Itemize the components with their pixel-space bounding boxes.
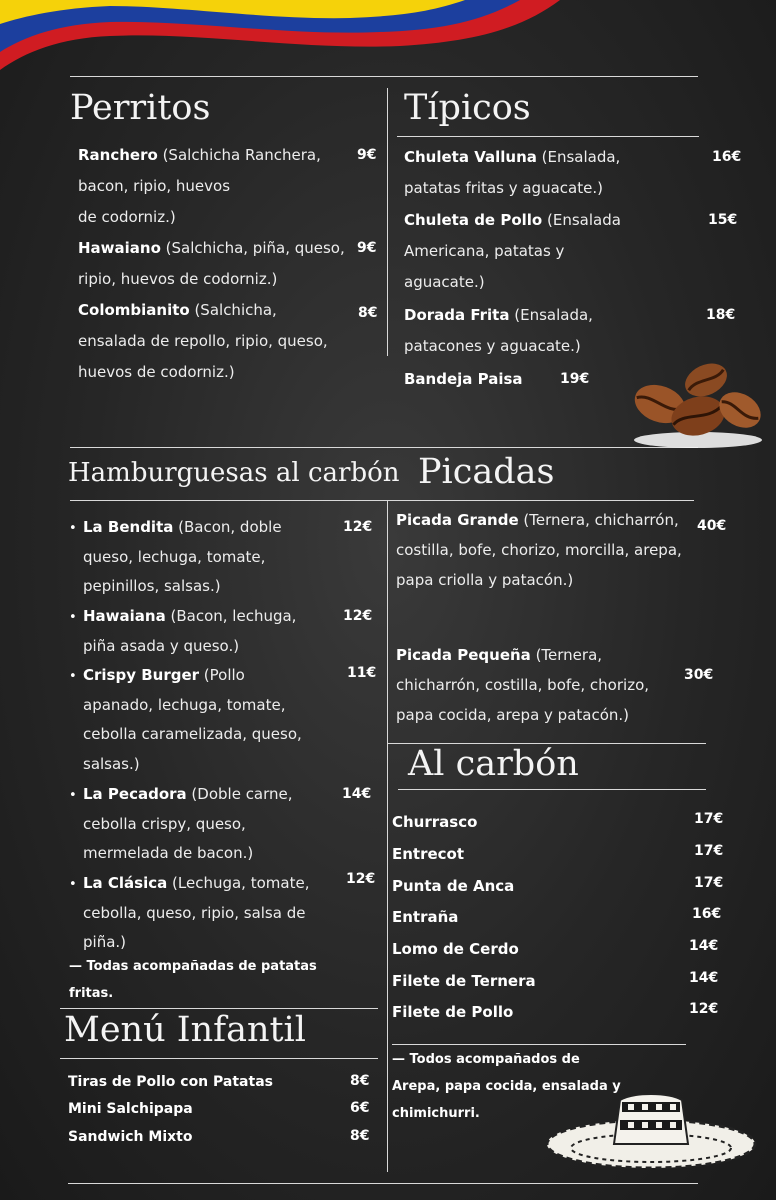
perritos-items-item-name: Hawaiano [78,239,161,257]
hamb-items-item-price: 14€ [342,786,372,802]
al-carbon-item-name: Entrecot [392,845,465,863]
section-title-hamburguesas: Hamburguesas al carbón [68,458,400,488]
picadas-items-item-desc: (Ternera, chicharrón, [518,511,679,529]
infantil-item-price: 6€ [350,1100,370,1116]
perritos-items-item-price: 9€ [357,147,377,163]
tipicos-items-item-line [404,142,620,173]
hamb-items-item-price: 12€ [346,871,376,887]
hamb-items-item-price: 12€ [343,519,373,535]
perritos-items-item-desc: de codorniz.) [78,208,176,226]
hamb-items-item-desc: apanado, lechuga, tomate, [83,695,286,714]
tipicos-items-item-desc: (Ensalada, [536,148,621,166]
middle-divider [70,447,698,448]
tipicos-items-item-name: Chuleta Valluna [404,148,537,166]
tipicos-items-item-price: 16€ [712,149,742,165]
tipicos-items-item-desc: aguacate.) [404,273,485,291]
picadas-items-item-desc: costilla, bofe, chorizo, morcilla, arepa, [396,541,682,559]
al-carbon-underline [398,789,706,790]
perritos-items-item-line [78,233,345,264]
hamb-items-bullet: • [69,610,77,625]
infantil-item-price: 8€ [350,1128,370,1144]
al-carbon-note-line-2: Arepa, papa cocida, ensalada y [392,1079,621,1094]
hamb-items-item-desc: cebolla, queso, ripio, salsa de [83,903,306,922]
picadas-items-item-price: 30€ [684,667,714,683]
hamb-items-bullet: • [69,788,77,803]
hamb-items-item-name: Crispy Burger [83,666,200,684]
perritos-items-item-line [78,295,277,326]
section-title-infantil: Menú Infantil [64,1010,306,1050]
perritos-items-item-name: Ranchero [78,146,158,164]
tipicos-items-item-name: Bandeja Paisa [404,370,523,388]
al-carbon-item-name: Lomo de Cerdo [392,940,519,958]
hamb-items-item-desc: pepinillos, salsas.) [83,577,221,595]
picadas-items-item-line [396,640,602,671]
hamb-items-item-price: 11€ [347,665,377,681]
column-divider-top [387,88,388,356]
hamb-items-item-name: Hawaiana [83,607,166,625]
hamb-items-item-name: La Pecadora [83,785,187,803]
al-carbon-item-price: 12€ [689,1001,719,1017]
hamb-items-item-desc: (Lechuga, tomate, [167,874,310,892]
hamb-items-item-desc: mermelada de bacon.) [83,844,254,862]
infantil-item-price: 8€ [350,1073,370,1089]
al-carbon-item-name: Punta de Anca [392,877,515,895]
tipicos-items-item-desc: (Ensalada, [509,306,593,324]
infantil-overline [60,1008,378,1009]
infantil-item-name: Mini Salchipapa [68,1101,193,1117]
tipicos-items-item-line [404,205,621,236]
hamburguesas-note-line-1: — Todas acompañadas de patatas [69,959,317,974]
hamb-items-item-desc: (Pollo [199,666,245,684]
tipicos-items-item-price: 15€ [708,212,738,228]
hamb-items-item-name: La Bendita [83,518,174,536]
hamb-items-bullet: • [69,521,77,536]
infantil-underline [60,1058,378,1059]
perritos-items-item-desc: ensalada de repollo, ripio, queso, [78,332,328,350]
tipicos-items-item-line [404,300,593,331]
perritos-items-item-desc: ripio, huevos de codorniz.) [78,270,278,288]
bottom-divider [68,1183,698,1184]
al-carbon-item-name: Entraña [392,908,459,926]
perritos-items-item-desc: (Salchicha, piña, queso, [160,239,345,257]
tipicos-items-item-name: Chuleta de Pollo [404,211,543,229]
hamb-items-item-line [83,779,293,810]
tipicos-items-item-price: 18€ [706,307,736,323]
hamb-items-item-line [83,868,309,899]
section-title-al-carbon: Al carbón [408,744,579,784]
section-title-perritos: Perritos [70,88,211,128]
hamb-items-item-line [83,660,245,691]
al-carbon-item-name: Filete de Pollo [392,1003,514,1021]
al-carbon-item-price: 17€ [694,843,724,859]
column-divider-bottom [387,500,388,1172]
coffee-beans-icon [628,352,768,452]
hamb-items-bullet: • [69,669,77,684]
hamb-items-item-desc: cebolla crispy, queso, [83,814,246,833]
hamb-items-item-desc: salsas.) [83,754,140,773]
hamburguesas-underline [70,500,694,501]
picadas-items-item-desc: (Ternera, [530,646,603,664]
picadas-items-item-line [396,505,679,536]
hamb-items-item-desc: (Bacon, doble [173,518,282,536]
hamb-items-item-name: La Clásica [83,874,168,892]
picadas-items-item-name: Picada Grande [396,511,519,529]
top-divider [70,76,698,77]
hamb-items-item-line [83,512,282,543]
tipicos-items-item-name: Dorada Frita [404,306,510,324]
picadas-items-item-desc: papa criolla y patacón.) [396,571,574,589]
al-carbon-item-name: Filete de Ternera [392,972,536,990]
hamb-items-item-line [83,601,296,632]
colombian-flag-icon [0,0,776,80]
al-carbon-item-price: 14€ [689,970,719,986]
section-title-tipicos: Típicos [404,88,531,128]
tipicos-underline [397,136,699,137]
al-carbon-note-line-1: — Todos acompañados de [392,1052,580,1067]
picadas-items-item-name: Picada Pequeña [396,646,531,664]
al-carbon-item-price: 17€ [694,875,724,891]
perritos-items-item-desc: huevos de codorniz.) [78,363,235,381]
hamb-items-item-price: 12€ [343,608,373,624]
hamb-items-item-desc: piña.) [83,933,127,951]
al-carbon-note-line [392,1044,686,1045]
perritos-items-item-name: Colombianito [78,301,190,319]
sombrero-vueltiao-icon [544,1088,758,1172]
tipicos-items-item-price: 19€ [560,371,590,387]
al-carbon-note-line-3: chimichurri. [392,1106,480,1121]
hamb-items-bullet: • [69,877,77,892]
infantil-item-name: Sandwich Mixto [68,1129,193,1145]
picadas-items-item-desc: chicharrón, costilla, bofe, chorizo, [396,676,650,694]
hamb-items-item-desc: cebolla caramelizada, queso, [83,725,302,743]
perritos-items-item-price: 9€ [357,240,377,256]
perritos-items-item-desc: (Salchicha Ranchera, [157,146,321,164]
hamb-items-item-desc: (Bacon, lechuga, [165,607,297,625]
section-title-picadas: Picadas [418,452,555,492]
tipicos-items-item-desc: patacones y aguacate.) [404,337,581,355]
infantil-item-name: Tiras de Pollo con Patatas [68,1074,273,1090]
tipicos-items-item-desc: (Ensalada [542,211,621,229]
perritos-items-item-desc: bacon, ripio, huevos [78,177,231,195]
tipicos-items-item-desc: patatas fritas y aguacate.) [404,179,603,197]
al-carbon-item-price: 17€ [694,811,724,827]
hamb-items-item-desc: (Doble carne, [186,785,293,803]
tipicos-items-item-desc: Americana, patatas y [404,242,565,260]
hamb-items-item-desc: piña asada y queso.) [83,636,240,655]
picadas-items-item-desc: papa cocida, arepa y patacón.) [396,706,630,724]
picadas-items-item-price: 40€ [697,518,727,534]
al-carbon-item-price: 16€ [692,906,722,922]
tipicos-items-item-line [404,364,523,395]
al-carbon-item-name: Churrasco [392,813,478,831]
al-carbon-item-price: 14€ [689,938,719,954]
perritos-items-item-line [78,140,321,171]
hamburguesas-note-line-2: fritas. [69,986,114,1001]
perritos-items-item-desc: (Salchicha, [189,301,277,319]
hamb-items-item-desc: queso, lechuga, tomate, [83,547,266,566]
perritos-items-item-price: 8€ [358,305,378,321]
